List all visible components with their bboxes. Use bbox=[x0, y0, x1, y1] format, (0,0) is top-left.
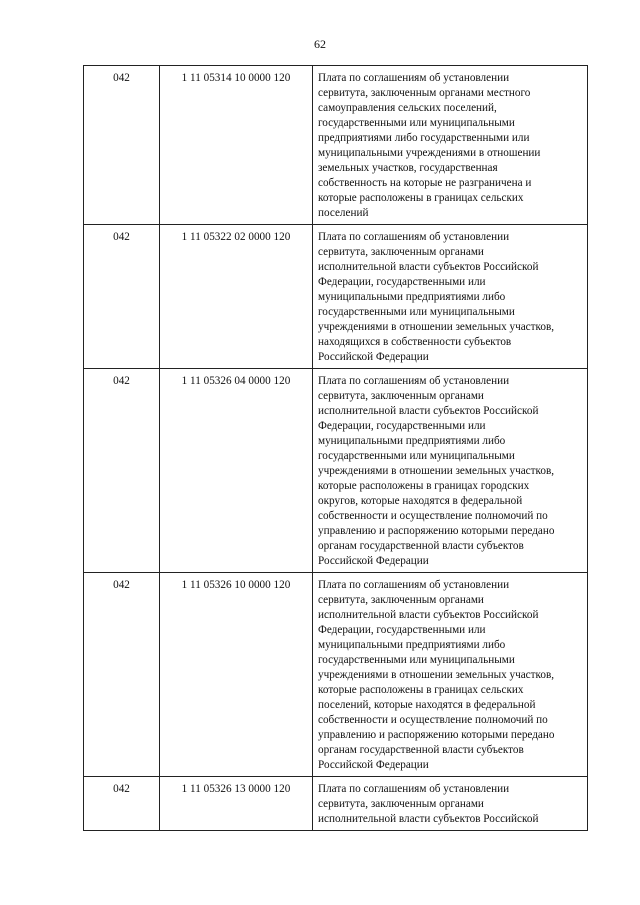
income-name-cell bbox=[313, 777, 588, 831]
income-name-line: которые расположены в границах сельских bbox=[318, 192, 524, 204]
income-code-cell: 1 11 05326 10 0000 120 bbox=[160, 573, 313, 777]
income-name-line: поселений bbox=[318, 207, 369, 219]
table-row bbox=[84, 777, 588, 831]
income-name-line: самоуправления сельских поселений, bbox=[318, 102, 497, 114]
income-name-line: сервитута, заключенным органами bbox=[318, 594, 484, 606]
income-name-cell bbox=[313, 573, 588, 777]
income-name-line: Федерации, государственными или bbox=[318, 420, 486, 432]
income-name-line: исполнительной власти субъектов Российской bbox=[318, 405, 539, 417]
admin-code-cell: 042 bbox=[84, 66, 160, 225]
income-name-line: сервитута, заключенным органами bbox=[318, 798, 484, 810]
income-name-line: Российской Федерации bbox=[318, 351, 429, 363]
income-name-line: муниципальными предприятиями либо bbox=[318, 639, 506, 651]
income-name-line: поселений, которые находятся в федеральной bbox=[318, 699, 536, 711]
income-name-line: земельных участков, государственная bbox=[318, 162, 498, 174]
income-name-line: Плата по соглашениям об установлении bbox=[318, 375, 510, 387]
income-name-line: Российской Федерации bbox=[318, 759, 429, 771]
income-name-line: государственными или муниципальными bbox=[318, 117, 515, 129]
income-name-line: предприятиями либо государственными или bbox=[318, 132, 530, 144]
table-row bbox=[84, 66, 588, 225]
income-name-line: Российской Федерации bbox=[318, 555, 429, 567]
table-row bbox=[84, 573, 588, 777]
income-name-line: исполнительной власти субъектов Российской bbox=[318, 261, 539, 273]
income-code-cell: 1 11 05314 10 0000 120 bbox=[160, 66, 313, 225]
income-name-line: Плата по соглашениям об установлении bbox=[318, 579, 510, 591]
income-name-cell bbox=[313, 369, 588, 573]
income-name-line: Федерации, государственными или bbox=[318, 276, 486, 288]
income-name-line: Плата по соглашениям об установлении bbox=[318, 231, 510, 243]
income-code-cell: 1 11 05326 13 0000 120 bbox=[160, 777, 313, 831]
income-name-line: сервитута, заключенным органами bbox=[318, 390, 484, 402]
income-name-line: исполнительной власти субъектов Российской bbox=[318, 813, 539, 825]
income-name-line: государственными или муниципальными bbox=[318, 654, 515, 666]
income-name-line: государственными или муниципальными bbox=[318, 450, 515, 462]
income-name-line: управлению и распоряжению которыми передано bbox=[318, 525, 555, 537]
income-name-cell bbox=[313, 225, 588, 369]
income-name-line: муниципальными учреждениями в отношении bbox=[318, 147, 541, 159]
income-name-line: Плата по соглашениям об установлении bbox=[318, 72, 510, 84]
page-number: 62 bbox=[314, 37, 326, 51]
table-row bbox=[84, 369, 588, 573]
income-name-line: учреждениями в отношении земельных участков, bbox=[318, 669, 555, 681]
income-name-line: Федерации, государственными или bbox=[318, 624, 486, 636]
income-name-line: органам государственной власти субъектов bbox=[318, 744, 524, 756]
income-name-line: которые расположены в границах сельских bbox=[318, 684, 524, 696]
income-name-line: государственными или муниципальными bbox=[318, 306, 515, 318]
income-name-line: Плата по соглашениям об установлении bbox=[318, 783, 510, 795]
income-name-line: собственность на которые не разграничена и bbox=[318, 177, 532, 189]
income-name-line: учреждениями в отношении земельных участков, bbox=[318, 321, 555, 333]
admin-code-cell: 042 bbox=[84, 777, 160, 831]
income-name-line: сервитута, заключенным органами bbox=[318, 246, 484, 258]
table-body bbox=[84, 66, 588, 831]
table-row bbox=[84, 225, 588, 369]
income-code-cell: 1 11 05322 02 0000 120 bbox=[160, 225, 313, 369]
income-name-line: собственности и осуществление полномочий по bbox=[318, 510, 548, 522]
income-name-line: находящихся в собственности субъектов bbox=[318, 336, 512, 348]
income-name-line: органам государственной власти субъектов bbox=[318, 540, 524, 552]
income-name-line: исполнительной власти субъектов Российской bbox=[318, 609, 539, 621]
income-name-line: которые расположены в границах городских bbox=[318, 480, 530, 492]
budget-code-table bbox=[83, 65, 588, 831]
income-name-line: управлению и распоряжению которыми передано bbox=[318, 729, 555, 741]
admin-code-cell: 042 bbox=[84, 369, 160, 573]
income-name-line: муниципальными предприятиями либо bbox=[318, 435, 506, 447]
income-name-line: учреждениями в отношении земельных участков, bbox=[318, 465, 555, 477]
income-name-line: сервитута, заключенным органами местного bbox=[318, 87, 531, 99]
income-name-cell bbox=[313, 66, 588, 225]
income-name-line: муниципальными предприятиями либо bbox=[318, 291, 506, 303]
income-name-line: собственности и осуществление полномочий по bbox=[318, 714, 548, 726]
admin-code-cell: 042 bbox=[84, 225, 160, 369]
admin-code-cell: 042 bbox=[84, 573, 160, 777]
income-name-line: округов, которые находятся в федеральной bbox=[318, 495, 523, 507]
income-code-cell: 1 11 05326 04 0000 120 bbox=[160, 369, 313, 573]
